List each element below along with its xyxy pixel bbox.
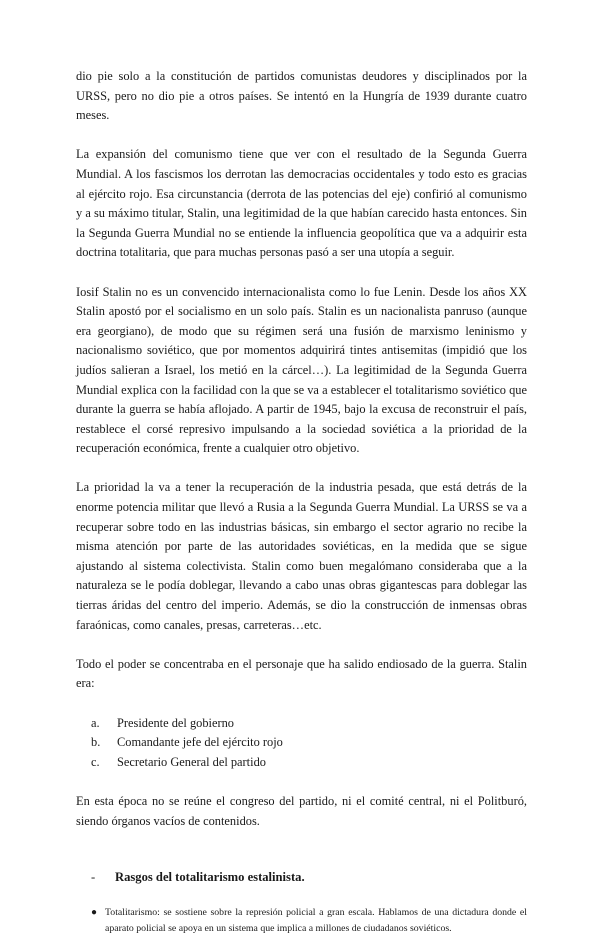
paragraph-4: La prioridad la va a tener la recuperación de la industria pesada, que está detrás de la enorme potencia militar que llevó a Rusia a la Segunda Guerra Mundial. La URSS se va a recuperar sobre todo en las industrias básicas, sin embargo el sector agrario no recibe la misma atención por parte de las autoridades soviéticas, en la medida que se sigue ajustando al sistema colectivista. Stalin como buen megalómano consideraba que a la naturaleza se le podía doblegar, llevando a cabo unas obras gigantescas para doblegar las tierras áridas del centro del imperio. Además, se dio la construcción de inmensas obras faraónicas, como canales, presas, carreteras…etc. xyxy=(76,480,527,632)
list-item xyxy=(91,753,527,773)
page-content xyxy=(76,67,527,937)
list-marker: b. xyxy=(91,735,101,750)
list-marker: a. xyxy=(91,715,100,730)
section-heading-text: Rasgos del totalitarismo estalinista. xyxy=(115,870,305,885)
list-item xyxy=(91,733,527,753)
section-heading xyxy=(91,870,527,885)
heading-dash: - xyxy=(91,870,96,885)
list-item xyxy=(91,714,527,734)
list-item-text: Presidente del gobierno xyxy=(117,715,234,730)
paragraph-5: Todo el poder se concentraba en el personaje que ha salido endiosado de la guerra. Stalin era: xyxy=(76,656,527,691)
paragraph-6: En esta época no se reúne el congreso del partido, ni el comité central, ni el Politburó, siendo órganos vacíos de contenidos. xyxy=(76,793,527,828)
list-marker: c. xyxy=(91,754,100,769)
bullet-dot-icon: ● xyxy=(91,906,98,918)
bullet-item xyxy=(91,905,527,937)
paragraph-1: dio pie solo a la constitución de partidos comunistas deudores y disciplinados por la URSS, pero no dio pie a otros países. Se intentó en la Hungría de 1939 durante cuatro meses. xyxy=(76,69,527,123)
list-item-text: Secretario General del partido xyxy=(117,754,266,769)
roles-list xyxy=(76,714,527,773)
paragraph-2: La expansión del comunismo tiene que ver con el resultado de la Segunda Guerra Mundial. A los fascismos los derrotan las democracias occidentales y todo esto es gracias al ejército rojo. Esa circunstancia (derrota de las potencias del eje) confirió al comunismo y a su máximo titular, Stalin, una legitimidad de la que habían carecido hasta entonces. Sin la Segunda Guerra Mundial no se entiende la influencia geopolítica que va a adquirir esta doctrina totalitaria, que para muchas personas pasó a ser una utopía a seguir. xyxy=(76,147,527,260)
paragraph-3: Iosif Stalin no es un convencido internacionalista como lo fue Lenin. Desde los años XX Stalin apostó por el socialismo en un solo país. Stalin es un nacionalista panruso (aunque era georgiano), de modo que su régimen será una fusión de marxismo leninismo y nacionalismo soviético, que por momentos adquirirá tintes antisemitas (impidió que los judíos salieran a Israel, los metió en la cárcel…). La legitimidad de la Segunda Guerra Mundial explica con la facilidad con la que se va a establecer el totalitarismo soviético que durante la guerra se había aflojado. A partir de 1945, bajo la excusa de reconstruir el país, restablece el corsé represivo impulsando a la sociedad soviética a la prioridad de la recuperación económica, frente a cualquier otro objetivo. xyxy=(76,284,527,456)
bullet-item-text: Totalitarismo: se sostiene sobre la represión policial a gran escala. Hablamos de una dictadura donde el aparato policial se apoya en un sistema que implica a millones de ciudadanos soviéticos. xyxy=(105,906,527,935)
list-item-text: Comandante jefe del ejército rojo xyxy=(117,735,283,750)
